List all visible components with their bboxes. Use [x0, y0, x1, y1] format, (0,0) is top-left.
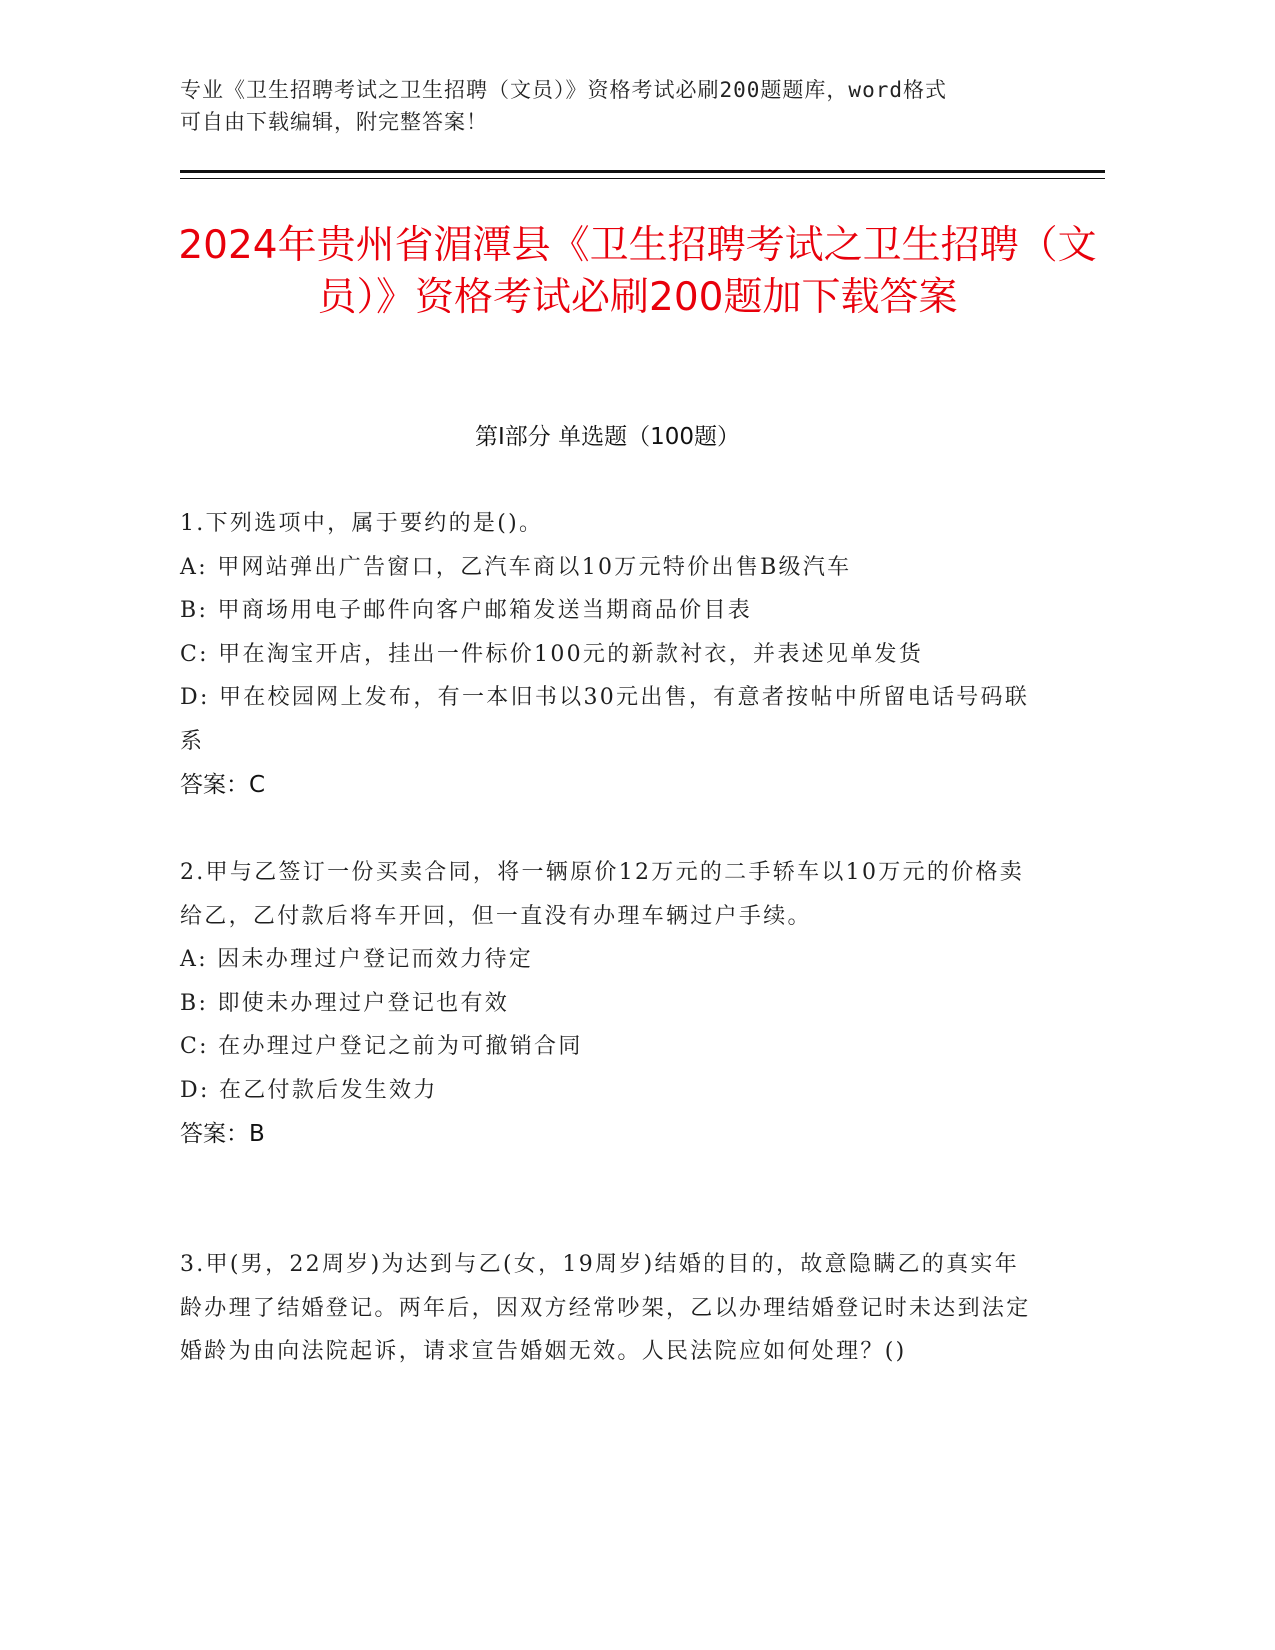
- question-stem: 2.甲与乙签订一份买卖合同，将一辆原价12万元的二手轿车以10万元的价格卖给乙，乙付款后将车开回，但一直没有办理车辆过户手续。: [180, 860, 1025, 929]
- document-title: 2024年贵州省湄潭县《卫生招聘考试之卫生招聘（文员）》资格考试必刷200题加下载答案: [178, 223, 1097, 321]
- header-rule-thick: [180, 170, 1105, 173]
- header-note-line-1: 专业《卫生招聘考试之卫生招聘（文员）》资格考试必刷200题题库，word格式: [180, 78, 947, 102]
- option-c: C: 甲在淘宝开店，挂出一件标价100元的新款衬衣，并表述见单发货: [180, 641, 924, 667]
- answer: 答案：B: [180, 1121, 265, 1147]
- question-1: [180, 502, 1040, 807]
- option-c: C: 在办理过户登记之前为可撤销合同: [180, 1034, 583, 1059]
- option-d: D: 在乙付款后发生效力: [180, 1077, 438, 1103]
- answer: 答案：C: [180, 772, 266, 798]
- question-stem: 1.下列选项中，属于要约的是()。: [180, 511, 544, 536]
- option-a: A: 甲网站弹出广告窗口，乙汽车商以10万元特价出售B级汽车: [180, 554, 852, 580]
- header-rule-thin: [180, 178, 1105, 179]
- option-b: B: 即使未办理过户登记也有效: [180, 990, 510, 1016]
- header-note-line-2: 可自由下载编辑，附完整答案！: [180, 110, 488, 134]
- section-heading: 第Ⅰ部分 单选题（100题）: [475, 424, 740, 450]
- header-note: [180, 74, 1040, 138]
- option-b: B: 甲商场用电子邮件向客户邮箱发送当期商品价目表: [180, 598, 753, 623]
- question-stem: 3.甲(男，22周岁)为达到与乙(女，19周岁)结婚的目的，故意隐瞒乙的真实年龄办理了结婚登记。两年后，因双方经常吵架，乙以办理结婚登记时未达到法定婚龄为由向法院起诉，请求宣告婚姻无效。人民法院应如何处理？(): [180, 1252, 1031, 1364]
- question-2: [180, 851, 1040, 1156]
- question-3: [180, 1243, 1040, 1374]
- option-a: A: 因未办理过户登记而效力待定: [180, 947, 534, 972]
- option-d: D: 甲在校园网上发布，有一本旧书以30元出售，有意者按帖中所留电话号码联系: [180, 685, 1030, 754]
